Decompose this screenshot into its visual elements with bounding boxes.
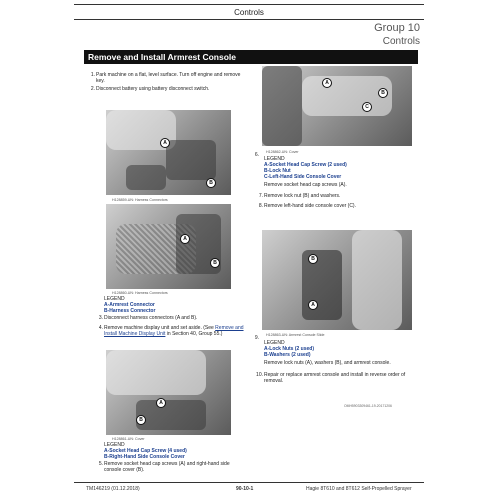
photo-cover-2 [262, 66, 412, 146]
photo-3-caption: H128861-UN: Cover [112, 437, 145, 441]
photo-armrest-console-slide [262, 230, 412, 330]
step-5: 5. Remove socket head cap screws (A) and right-hand side console cover (B). [98, 461, 230, 473]
photo-cover-1 [106, 350, 231, 435]
photo-1-caption: H128859-UN: Harness Connectors [112, 198, 168, 202]
callout-a: A [322, 78, 332, 88]
callout-a: A [180, 234, 190, 244]
step-4: 4. Remove machine display unit and set aside. (See Remove and Install Machine Display Unit in Section 40, Group 55.) [98, 325, 244, 337]
callout-a: A [156, 398, 166, 408]
step-9-text: Remove lock nuts (A), washers (B), and armrest console. [264, 360, 391, 366]
step-8: 8. Remove left-hand side console cover (C). [258, 203, 356, 209]
step-10: 10. Repair or replace armrest console and install in reverse order of removal. [256, 372, 406, 384]
step-6-text: Remove socket head cap screws (A). [264, 182, 347, 188]
header-rule [74, 19, 424, 20]
photo-5-caption: H128863-UN: Armrest Console Slide [266, 333, 325, 337]
callout-b: B [378, 88, 388, 98]
step-2: 2. Disconnect battery using battery disconnect switch. [90, 86, 210, 92]
display-unit-link[interactable]: Remove and Install Machine Display Unit [104, 325, 244, 337]
section-title: Remove and Install Armrest Console [84, 50, 418, 64]
legend-step-9: LEGEND A-Lock Nuts (2 used) B-Washers (2 used) [264, 340, 315, 358]
callout-a: A [160, 138, 170, 148]
callout-c: C [362, 102, 372, 112]
callout-b: B [210, 258, 220, 268]
footer-page-number: 90-10-1 [236, 486, 254, 492]
group-name: Controls [382, 36, 420, 47]
legend-step-6: LEGEND A-Socket Head Cap Screw (2 used) B-Lock Nut C-Left-Hand Side Console Cover [264, 156, 347, 180]
footer-doc-id: TM146219 (01.12.2018) [86, 486, 140, 492]
page-header-title: Controls [234, 8, 264, 17]
footer-rule [74, 482, 424, 483]
manual-page: Controls Group 10 Controls Remove and Install Armrest Console 1. Park machine on a flat, level surface. Turn off engine and remove key. 2. Disconnect battery using battery disconnect switch. A B H128859-UN: Harness Connectors A B H128860-UN: Harness Connectors LEGEND A-Armrest Connector B-Harness Connector 3. Disconnect harness connectors (A and B). 4. Remove machine display unit and set aside. (See Remove and Install Machine Display Unit in Section 40, Group 55.) A B H128861-UN: Cover LEGEND A-Socket Head Cap Screw (4 used) B-Right-Hand Side Console Cover 5. Remove socket head cap screws (A) and right-hand side console cover (B). A B C H128862-UN: Cover 6. LEGEND A-Socket Head Cap Screw (2 used) B-Lock Nut C-Left-Hand Side Console Cover Remove socket head cap screws (A). 7. Remove lock nut (B) and washers. 8. Remove left-hand side console cover (C). B A H128863-UN: Armrest Console Slide 9. LEGEND A-Lock Nuts (2 used) B-Washers (2 used) Remove lock nuts (A), washers (B), and armrest console. 10. Repair or replace armrest console and install in reverse order of removal. OMH5903309461-19-20171206 TM146219 (01.12.2018) 90-10-1 Hagie 8T610 and 8T612 Self-Propelled Sprayer [74, 0, 424, 500]
legend-step-5: LEGEND A-Socket Head Cap Screw (4 used) B-Right-Hand Side Console Cover [104, 442, 187, 460]
photo-2-caption: H128860-UN: Harness Connectors [112, 291, 168, 295]
legend-step-3: LEGEND A-Armrest Connector B-Harness Connector [104, 296, 156, 314]
callout-a: A [308, 300, 318, 310]
photo-harness-connectors-2 [106, 204, 231, 289]
group-heading [374, 22, 420, 48]
top-rule [74, 4, 424, 5]
footer-product: Hagie 8T610 and 8T612 Self-Propelled Sprayer [306, 486, 412, 492]
group-number: Group 10 [374, 22, 420, 34]
figure-code: OMH5903309461-19-20171206 [344, 404, 392, 408]
photo-harness-connectors-1 [106, 110, 231, 195]
callout-b: B [308, 254, 318, 264]
photo-4-caption: H128862-UN: Cover [266, 150, 299, 154]
step-1: 1. Park machine on a flat, level surface. Turn off engine and remove key. [90, 72, 241, 84]
callout-b: B [206, 178, 216, 188]
step-3: 3. Disconnect harness connectors (A and B). [98, 315, 198, 321]
step-7: 7. Remove lock nut (B) and washers. [258, 193, 341, 199]
callout-b: B [136, 415, 146, 425]
